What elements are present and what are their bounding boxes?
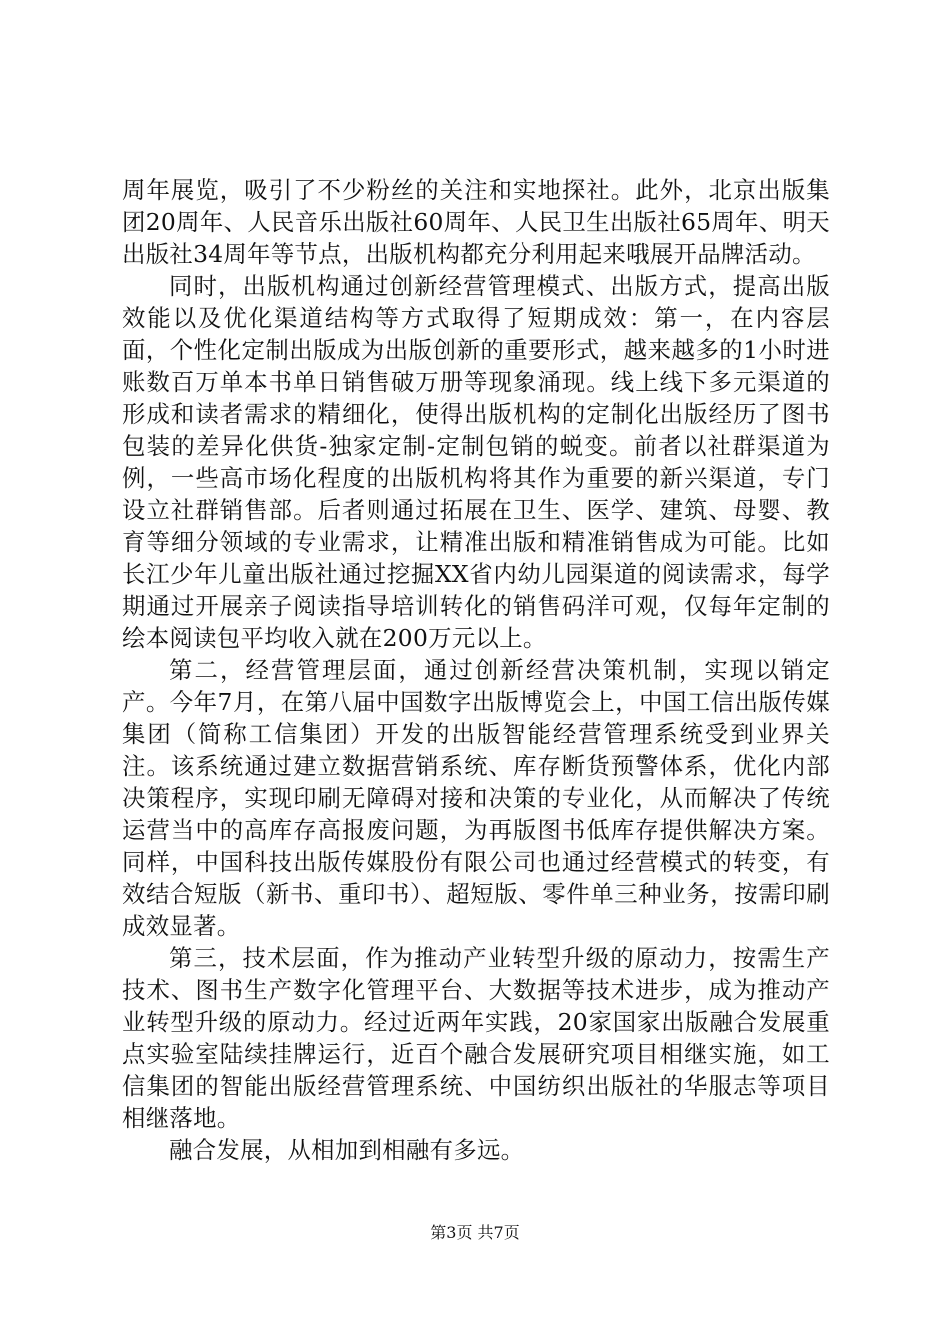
paragraph-section-heading: 融合发展，从相加到相融有多远。	[169, 1136, 525, 1164]
document-body	[122, 174, 830, 1166]
paragraph-management-level: 第二，经营管理层面，通过创新经营决策机制，实现以销定产。今年7月，在第八届中国数字出版博览会上，中国工信出版传媒集团（简称工信集团）开发的出版智能经营管理系统受到业界关注。该系统通过建立数据营销系统、库存断货预警体系，优化内部决策程序，实现印刷无障碍对接和决策的专业化，从而解决了传统运营当中的高库存高报废问题，为再版图书低库存提供解决方案。同样，中国科技出版传媒股份有限公司也通过经营模式的转变，有效结合短版（新书、重印书）、超短版、零件单三种业务，按需印刷成效显著。	[122, 656, 830, 940]
paragraph-continuation: 周年展览，吸引了不少粉丝的关注和实地探社。此外，北京出版集团20周年、人民音乐出版社60周年、人民卫生出版社65周年、明天出版社34周年等节点，出版机构都充分利用起来哦展开品牌活动。	[122, 176, 830, 268]
page-number-footer: 第3页 共7页	[430, 1223, 520, 1242]
paragraph-innovation-overview: 同时，出版机构通过创新经营管理模式、出版方式，提高出版效能以及优化渠道结构等方式取得了短期成效：第一，在内容层面，个性化定制出版成为出版创新的重要形式，越来越多的1小时进账数百万单本书单日销售破万册等现象涌现。线上线下多元渠道的形成和读者需求的精细化，使得出版机构的定制化出版经历了图书包装的差异化供货-独家定制-定制包销的蜕变。前者以社群渠道为例，一些高市场化程度的出版机构将其作为重要的新兴渠道，专门设立社群销售部。后者则通过拓展在卫生、医学、建筑、母婴、教育等细分领域的专业需求，让精准出版和精准销售成为可能。比如长江少年儿童出版社通过挖掘XX省内幼儿园渠道的阅读需求，每学期通过开展亲子阅读指导培训转化的销售码洋可观，仅每年定制的绘本阅读包平均收入就在200万元以上。	[122, 272, 830, 652]
paragraph-technology-level: 第三，技术层面，作为推动产业转型升级的原动力，按需生产技术、图书生产数字化管理平台、大数据等技术进步，成为推动产业转型升级的原动力。经过近两年实践，20家国家出版融合发展重点实验室陆续挂牌运行，近百个融合发展研究项目相继实施，如工信集团的智能出版经营管理系统、中国纺织出版社的华服志等项目相继落地。	[122, 944, 830, 1132]
